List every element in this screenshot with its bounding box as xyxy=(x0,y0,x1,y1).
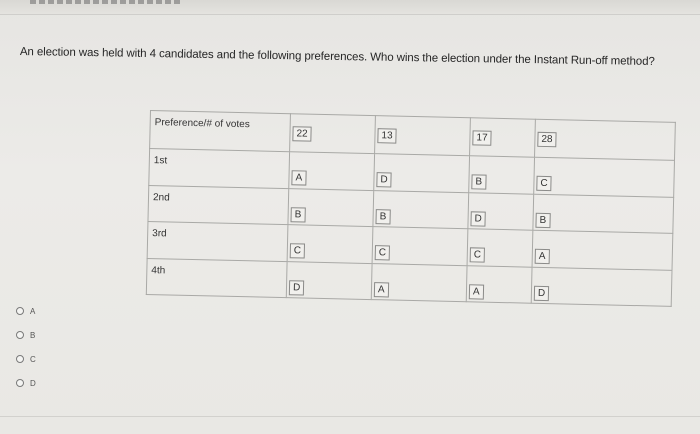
table-header-label: Preference/# of votes xyxy=(150,111,291,152)
option-c[interactable] xyxy=(16,352,36,366)
cropped-header xyxy=(0,0,700,15)
preference-cell: C xyxy=(534,157,675,197)
option-label: D xyxy=(30,378,36,388)
preference-cell: C xyxy=(467,229,533,267)
option-b[interactable] xyxy=(16,328,36,342)
preference-cell: B xyxy=(373,190,469,229)
vote-count-cell: 22 xyxy=(290,114,376,154)
divider xyxy=(0,416,700,417)
preference-cell: D xyxy=(531,267,672,307)
question-text: An election was held with 4 candidates and the following preferences. Who wins the election under the Instant Run-off method? xyxy=(19,46,655,68)
preference-cell: A xyxy=(289,152,375,190)
option-label: B xyxy=(30,330,36,340)
option-a[interactable] xyxy=(16,304,36,318)
option-label: C xyxy=(30,354,36,364)
option-d[interactable] xyxy=(16,376,36,390)
radio-button[interactable] xyxy=(16,331,24,339)
cropped-title-fragment xyxy=(30,0,180,4)
rank-label: 4th xyxy=(146,258,287,298)
preference-cell: C xyxy=(287,225,373,263)
rank-label: 2nd xyxy=(148,185,289,225)
answer-options xyxy=(16,304,36,400)
vote-count-cell: 28 xyxy=(535,119,676,160)
rank-label: 1st xyxy=(149,149,290,189)
radio-button[interactable] xyxy=(16,355,24,363)
preference-cell: D xyxy=(374,154,470,193)
preference-cell: B xyxy=(288,188,374,226)
radio-button[interactable] xyxy=(16,379,24,387)
preference-cell: B xyxy=(533,194,674,234)
preference-cell: A xyxy=(466,265,532,303)
preference-cell: A xyxy=(532,230,673,270)
preference-cell: C xyxy=(372,227,468,266)
vote-count-cell: 13 xyxy=(375,116,471,156)
preference-cell: B xyxy=(469,156,535,194)
option-label: A xyxy=(30,306,36,316)
radio-button[interactable] xyxy=(16,307,24,315)
preference-cell: D xyxy=(286,261,372,299)
preference-cell: A xyxy=(371,263,467,302)
preference-cell: D xyxy=(468,192,534,230)
rank-label: 3rd xyxy=(147,221,288,261)
vote-count-cell: 17 xyxy=(470,118,536,157)
preference-table xyxy=(146,110,675,307)
